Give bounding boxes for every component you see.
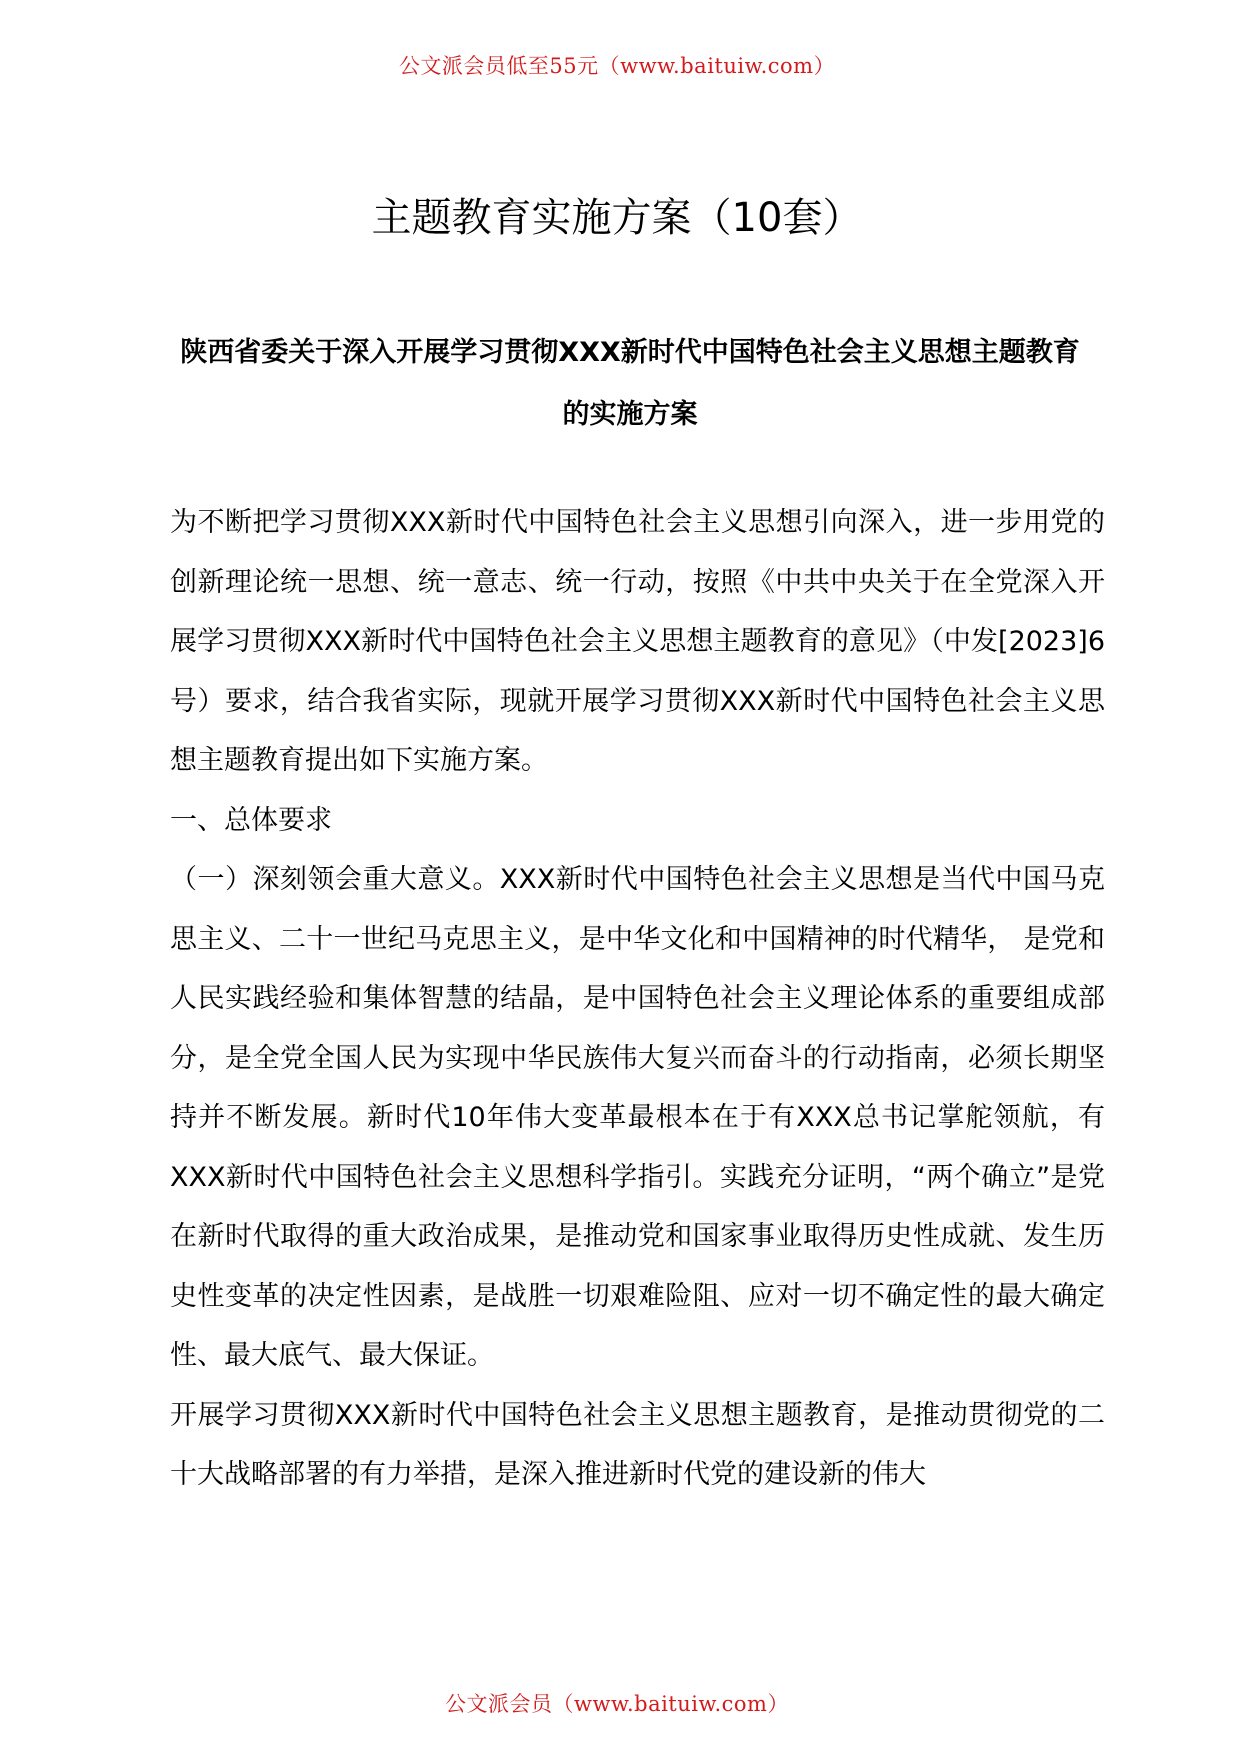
document-subtitle: 陕西省委关于深入开展学习贯彻XXX新时代中国特色社会主义思想主题教育的实施方案 — [180, 337, 1080, 430]
document-title: 主题教育实施方案（10套） — [371, 195, 863, 241]
intro-paragraph: 为不断把学习贯彻XXX新时代中国特色社会主义思想引向深入，进一步用党的创新理论统一思想、统一意志、统一行动，按照《中共中央关于在全党深入开展学习贯彻XXX新时代中国特色社会主义思想主题教育的意见》（中发[2023]6号）要求，结合我省实际，现就开展学习贯彻XXX新时代中国特色社会主义思想主题教育提出如下实施方案。 — [170, 507, 1105, 776]
section-paragraph: （一）深刻领会重大意义。XXX新时代中国特色社会主义思想是当代中国马克思主义、二十一世纪马克思主义，是中华文化和中国精神的时代精华， 是党和人民实践经验和集体智慧的结晶，是中国特色社会主义理论体系的重要组成部分，是全党全国人民为实现中华民族伟大复兴而奋斗的行动指南，必须长期坚持并不断发展。新时代10年伟大变革最根本在于有XXX总书记掌舵领航，有XXX新时代中国特色社会主义思想科学指引。实践充分证明，“两个确立”是党在新时代取得的重大政治成果，是推动党和国家事业取得历史性成就、发生历史性变革的决定性因素，是战胜一切艰难险阻、应对一切不确定性的最大确定性、最大底气、最大保证。 — [170, 864, 1105, 1371]
header-watermark: 公文派会员低至55元（www.baituiw.com） — [398, 54, 836, 78]
section-heading: 一、总体要求 — [170, 804, 332, 836]
document-body — [170, 493, 1105, 1505]
footer-watermark: 公文派会员（www.baituiw.com） — [445, 1692, 789, 1716]
continuation-paragraph: 开展学习贯彻XXX新时代中国特色社会主义思想主题教育，是推动贯彻党的二十大战略部署的有力举措，是深入推进新时代党的建设新的伟大 — [170, 1399, 1105, 1490]
